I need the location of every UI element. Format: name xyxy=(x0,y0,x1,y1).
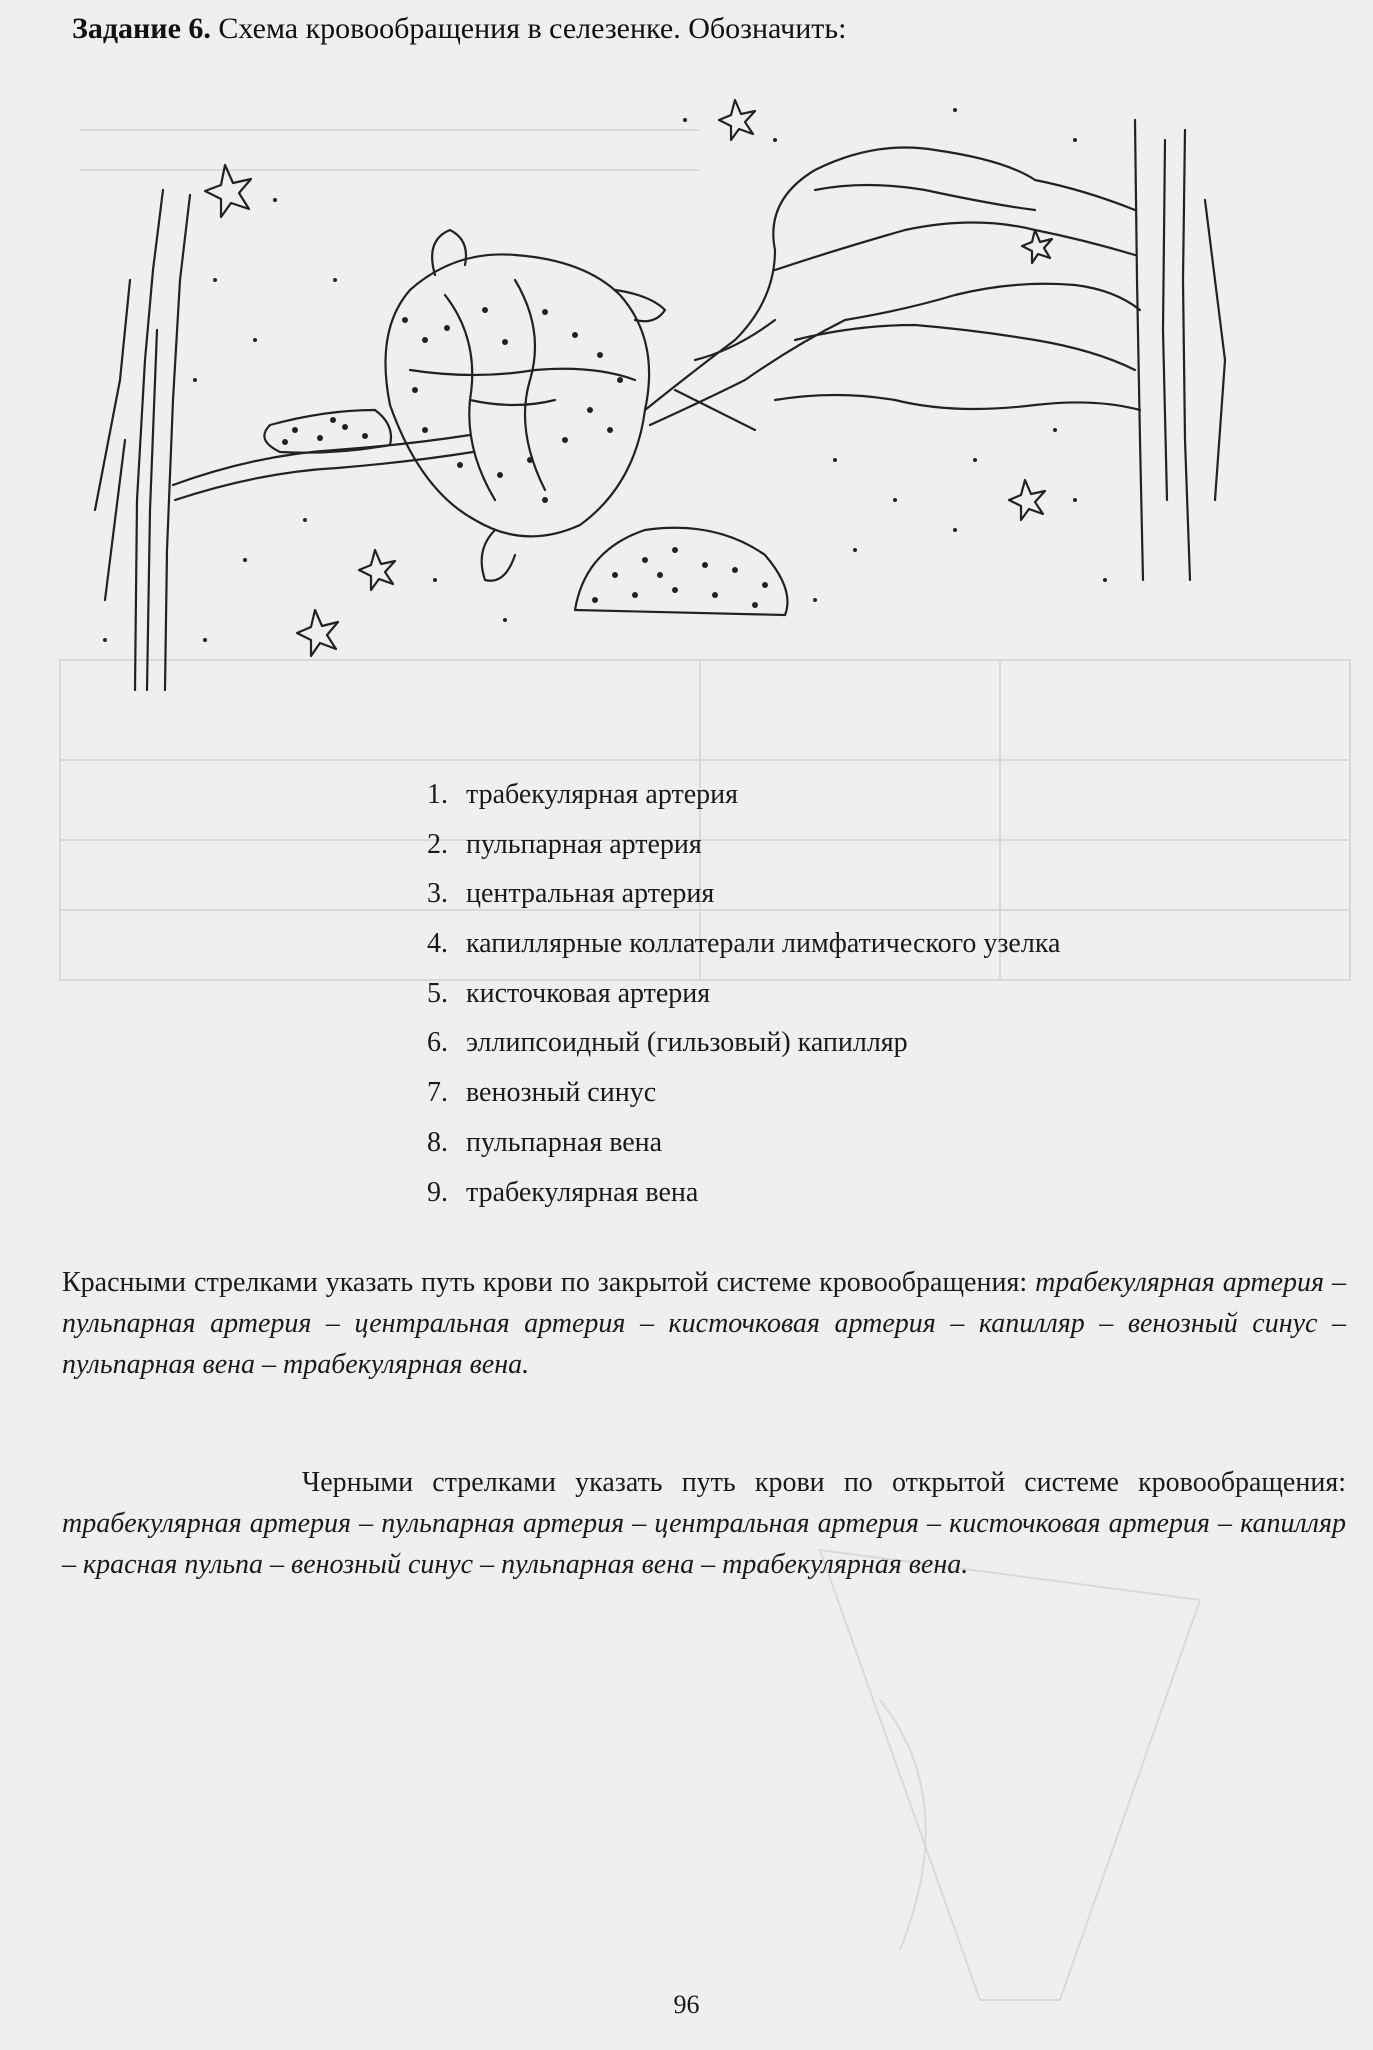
legend-item: 1. трабекулярная артерия xyxy=(427,779,739,810)
closed-circulation-paragraph xyxy=(62,1262,1346,1385)
open-circulation-path: трабекулярная артерия – пульпарная артерия – центральная артерия – кисточковая артерия – капилляр – красная пульпа – венозный синус – пульпарная вена – трабекулярная вена. xyxy=(62,1508,1346,1580)
legend-item: 7. венозный синус xyxy=(427,1077,657,1109)
task-text: Схема кровообращения в селезенке. Обозначить: xyxy=(218,12,847,45)
pulp-artery xyxy=(173,435,473,500)
page-number: 96 xyxy=(673,1990,700,2019)
legend-item: 2. пульпарная артерия xyxy=(427,828,702,860)
left-trabecula xyxy=(95,190,190,690)
legend-item: 8. пульпарная вена xyxy=(427,1126,663,1158)
legend-list xyxy=(400,770,1060,1217)
venous-sinuses xyxy=(645,148,1140,431)
legend-item: 3. центральная артерия xyxy=(427,878,715,910)
legend-item: 5. кисточковая артерия xyxy=(427,977,711,1009)
open-circulation-lead: Черными стрелками указать путь крови по открытой системе кровообращения: xyxy=(302,1467,1346,1498)
spleen-circulation-diagram xyxy=(75,80,1265,700)
task-label: Задание 6. xyxy=(72,12,211,45)
legend-item: 4. капиллярные коллатерали лимфатического узелка xyxy=(427,928,1061,960)
second-nodule xyxy=(575,528,788,615)
lymphatic-nodule xyxy=(386,230,666,581)
cell-texture xyxy=(103,108,1107,642)
legend-item: 9. трабекулярная вена xyxy=(427,1176,699,1208)
task-title xyxy=(72,12,846,46)
right-trabecula xyxy=(1135,120,1225,580)
open-circulation-paragraph xyxy=(62,1462,1346,1585)
legend-item: 6. эллипсоидный (гильзовый) капилляр xyxy=(427,1027,908,1059)
closed-circulation-lead: Красными стрелками указать путь крови по закрытой системе кровообращения: xyxy=(62,1267,1028,1298)
closed-circulation-path: трабекулярная артерия – пульпарная артерия – центральная артерия – кисточковая артерия – капилляр – венозный синус – пульпарная вена – трабекулярная вена. xyxy=(62,1267,1346,1380)
